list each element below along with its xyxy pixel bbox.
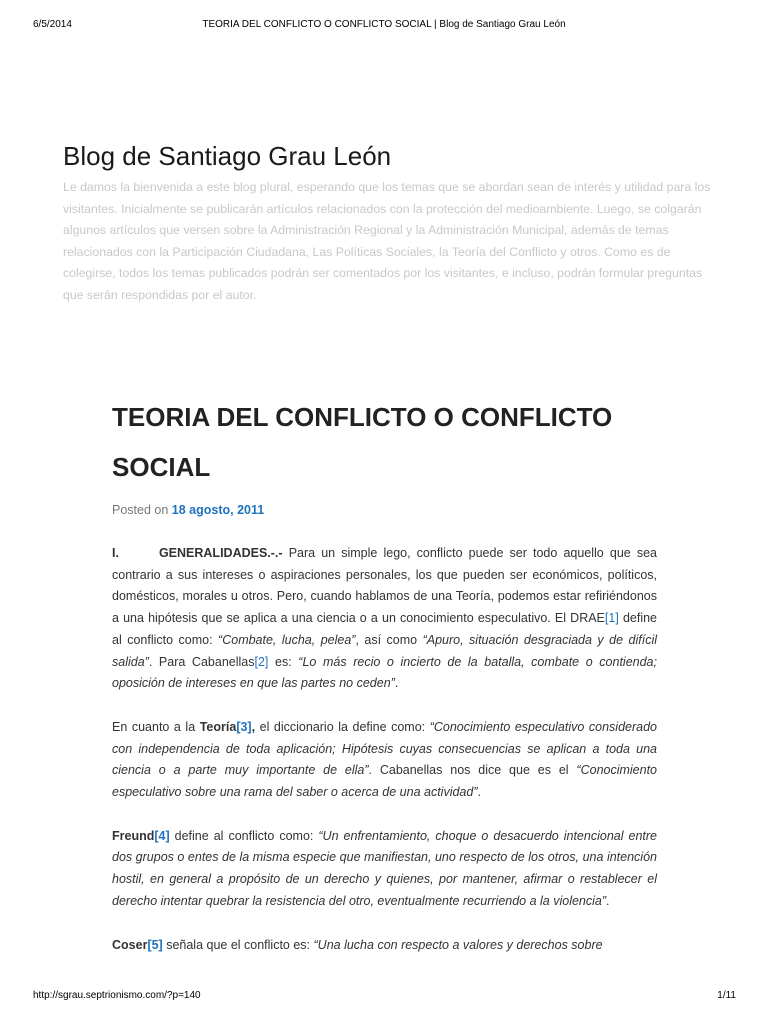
paragraph-freund [112,826,657,913]
post-date-link[interactable]: 18 agosto, 2011 [171,503,265,517]
text: , así como [355,632,423,647]
text: señala que el conflicto es: [162,937,314,952]
post-title: TEORIA DEL CONFLICTO O CONFLICTO SOCIAL [112,402,613,482]
section-heading: GENERALIDADES.-.- [158,546,283,560]
text: define al conflicto como: [112,611,658,647]
blog-description: Le damos la bienvenida a este blog plural, esperando que los temas que se abordan sean de interés y utilidad para los visitantes. Inicialmente se publicarán artículos relacionados con la protección del medioambiente. Luego, se colgarán algunos artículos que versen sobre la Administración Regional y la Administración Municipal, además de temas relacionados con la Participación Ciudadana, Las Políticas Sociales, la Teoría del Conflicto y otros. Como es de colegirse, todos los temas publicados podrán ser comentados por los visitantes, e incluso, podrán formular preguntas que serán respondidas por el autor. [63,180,711,302]
quote: “Conocimiento especulativo considerado con independencia de toda aplicación; Hipótesis cuyas consecuencias se aplican a toda una ciencia o a parte muy importante de ella” [112,719,657,778]
text: . Para Cabanellas [148,654,255,669]
print-page-title: TEORIA DEL CONFLICTO O CONFLICTO SOCIAL | Blog de Santiago Grau León [202,19,566,30]
print-url: http://sgrau.septrionismo.com/?p=140 [33,990,201,1001]
quote: “Lo más recio o incierto de la batalla, combate o contienda; oposición de intereses en que las partes no ceden” [112,654,657,691]
text: . [606,893,610,908]
post-content [112,543,657,978]
print-date: 6/5/2014 [33,19,72,30]
footnote-link-4[interactable]: [4] [154,828,170,843]
post-meta [112,503,264,517]
posted-on-label: Posted on [112,503,169,517]
text: . Cabanellas nos dice que es el [368,763,577,778]
text: define al conflicto como: [169,828,319,843]
section-number: I. [112,546,119,560]
blog-title[interactable]: Blog de Santiago Grau León [63,141,392,171]
author-name: Coser [112,937,148,952]
quote: “Apuro, situación desgraciada y de difícil salida” [112,632,658,669]
paragraph-coser [112,935,657,957]
text: el diccionario la define como: [255,719,430,734]
author-name: Freund [112,828,155,843]
paragraph-generalidades [112,543,657,695]
text: . [477,785,481,800]
text: es: [268,654,299,669]
page-number: 1/11 [717,990,736,1001]
paragraph-teoria [112,717,657,804]
footnote-link-2[interactable]: [2] [254,654,269,669]
quote: “Un enfrentamiento, choque o desacuerdo intencional entre dos grupos o entes de la misma especie que manifiestan, uno respecto de los otros, una intención hostil, en general a propósito de un derecho y quienes, por mantener, afirmar o restablecer el derecho intentar quebrar la resistencia del otro, eventualmente recurriendo a la violencia” [112,828,658,908]
text: Para un simple lego, conflicto puede ser todo aquello que sea contrario a sus intereses o aspiraciones personales, los que pueden ser económicos, políticos, domésticos, morales u otros. Pero, cuando hablamos de una Teoría, podemos estar refiriéndonos a una hipótesis que se aplica a una ciencia o a un conocimiento especulativo. El DRAE [112,546,657,626]
footnote-link-3[interactable]: [3] [236,719,252,734]
quote: “Combate, lucha, pelea” [218,632,356,647]
term: Teoría [199,719,237,734]
quote: “Conocimiento especulativo sobre una rama del saber o acerca de una actividad” [112,763,658,800]
print-header [0,0,768,30]
text: , [251,719,256,734]
text: . [394,676,399,691]
quote: “Una lucha con respecto a valores y derechos sobre [313,937,603,952]
footnote-link-5[interactable]: [5] [147,937,163,952]
text: En cuanto a la [112,719,200,734]
footnote-link-1[interactable]: [1] [604,611,619,626]
